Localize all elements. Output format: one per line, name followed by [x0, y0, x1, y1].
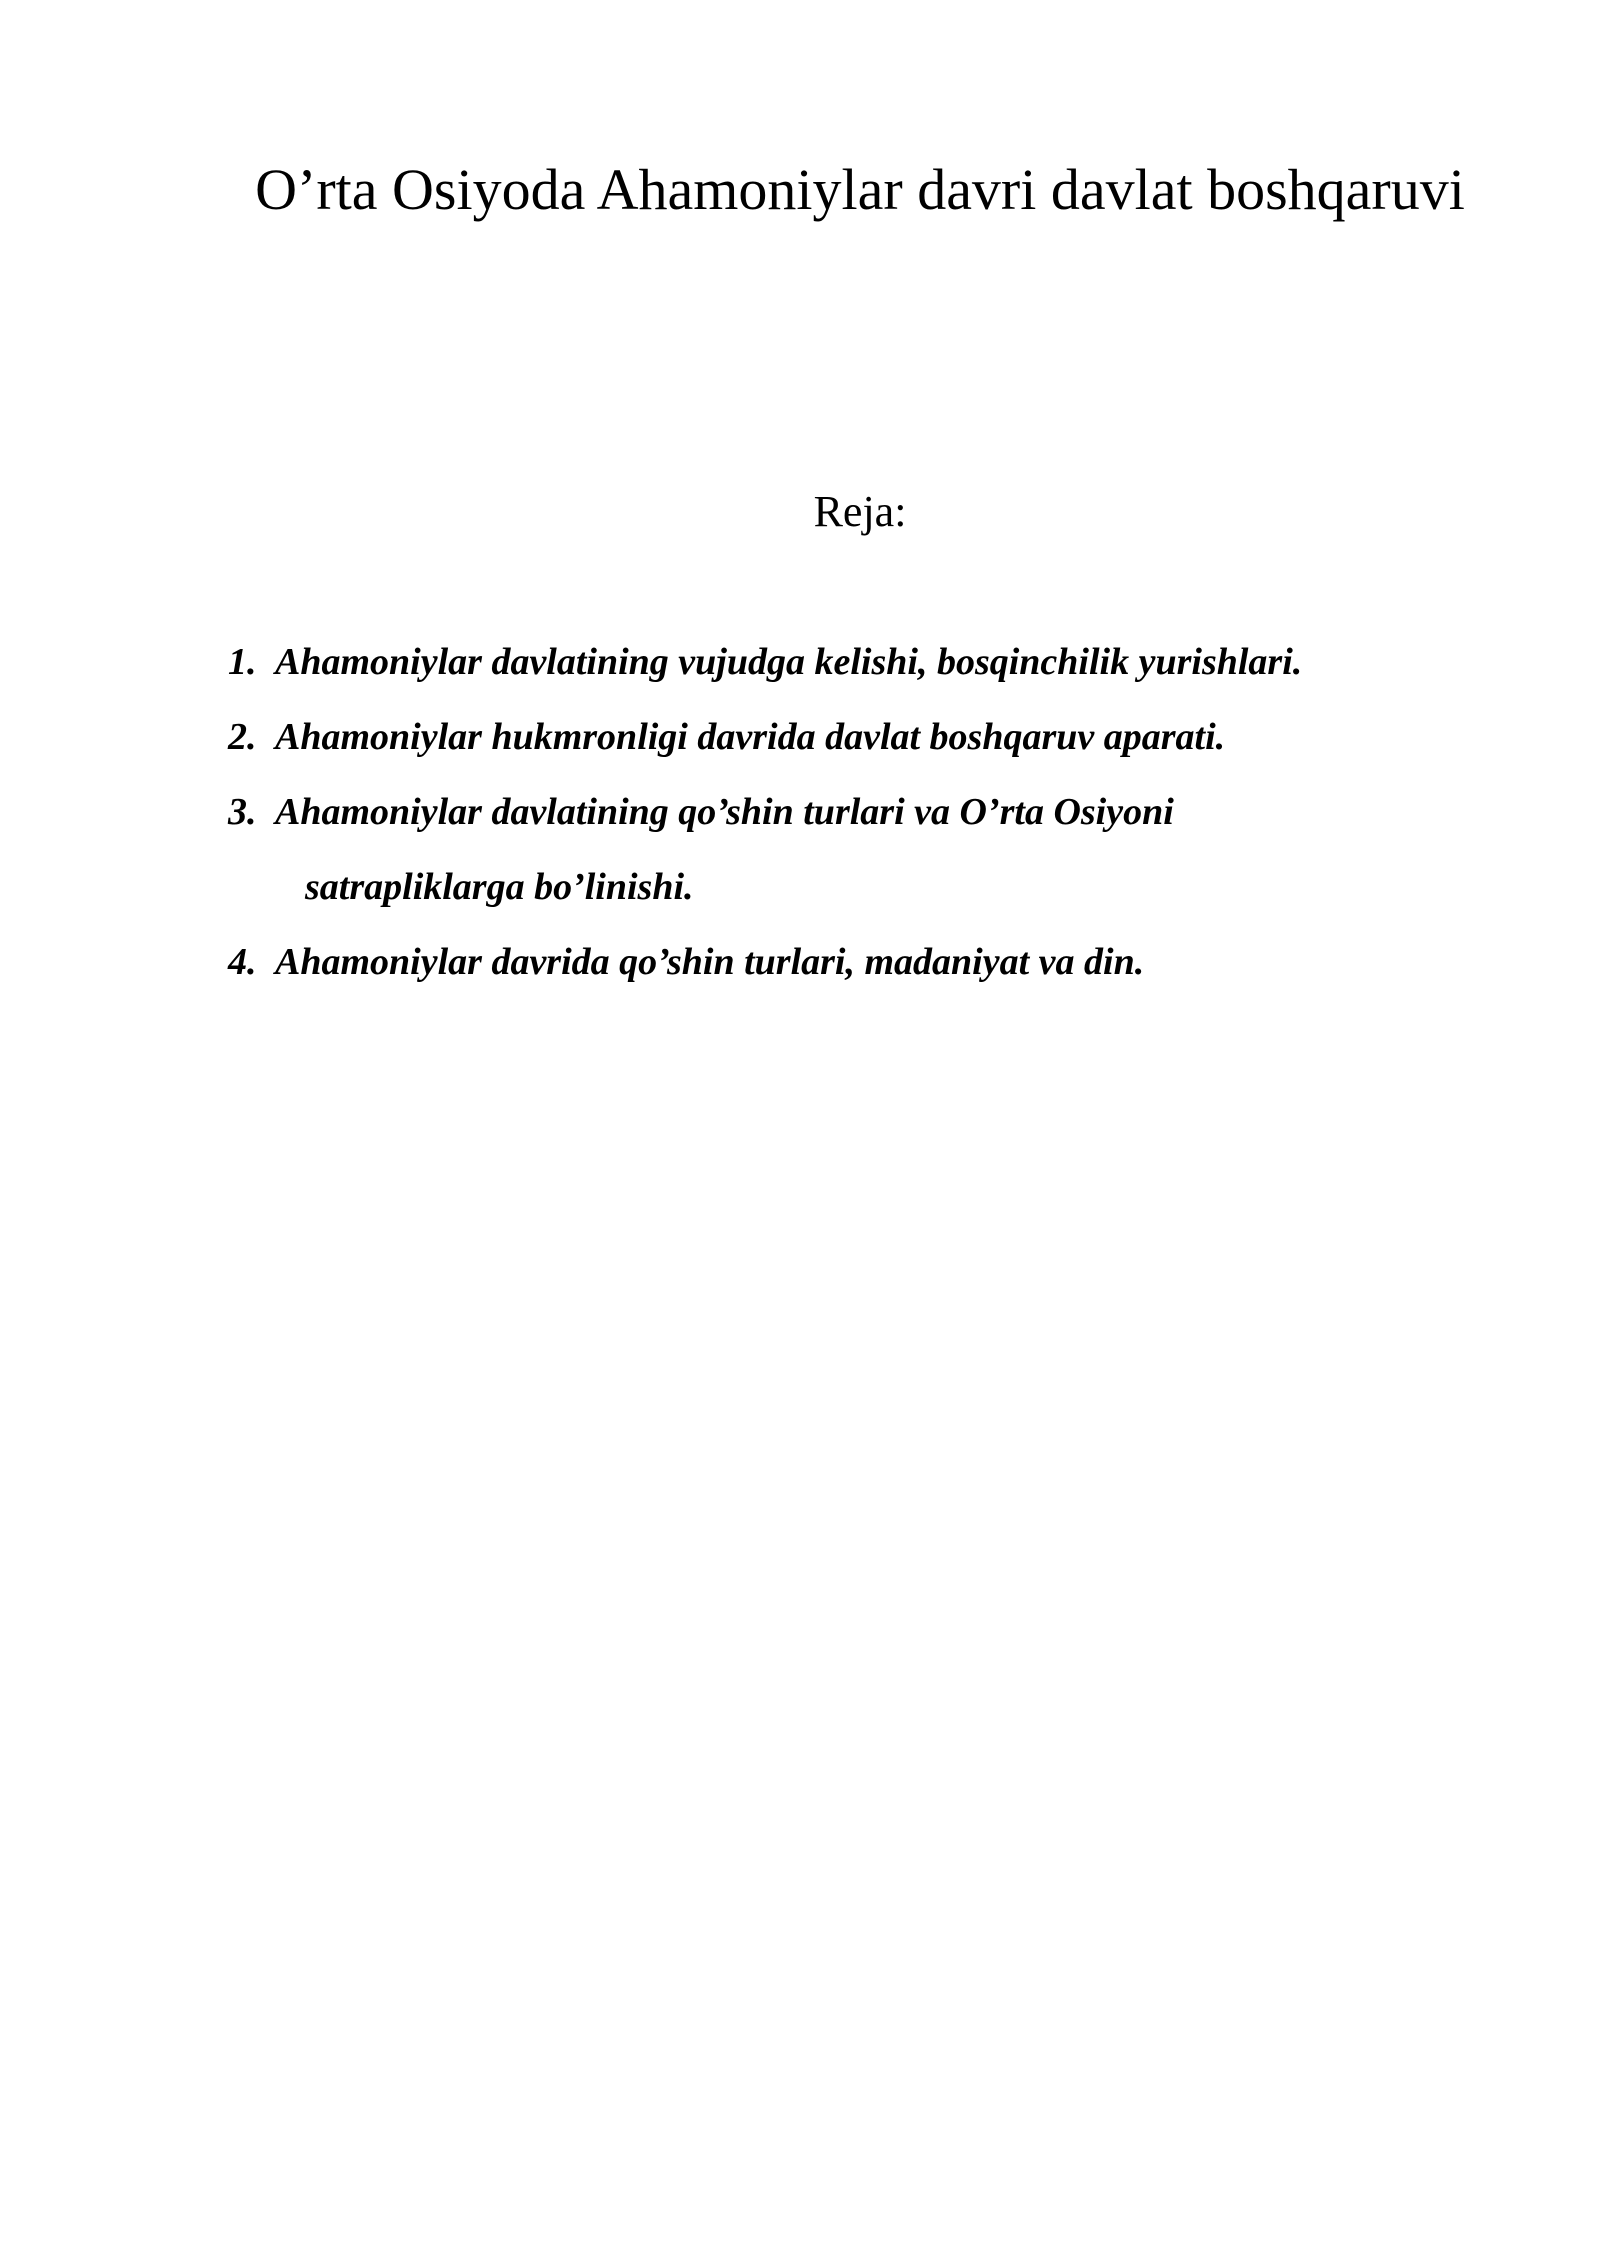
plan-item-number: 2. — [228, 716, 257, 758]
plan-item-text — [275, 775, 1528, 925]
plan-item-line: satrapliklarga bo’linishi. — [305, 866, 694, 908]
plan-item-line: Ahamoniylar hukmronligi davrida davlat boshqaruv aparati. — [275, 716, 1226, 758]
plan-heading: Reja: — [813, 487, 907, 536]
plan-item-number: 4. — [228, 941, 257, 983]
plan-list — [228, 625, 1528, 1000]
plan-item-1 — [228, 625, 1528, 700]
plan-item-line: Ahamoniylar davrida qo’shin turlari, madaniyat va din. — [275, 941, 1145, 983]
plan-item-text — [275, 625, 1528, 700]
plan-item-number: 3. — [228, 791, 257, 833]
plan-item-number: 1. — [228, 641, 257, 683]
plan-item-line: Ahamoniylar davlatining qo’shin turlari va O’rta Osiyoni — [275, 791, 1174, 833]
plan-item-2 — [228, 700, 1528, 775]
plan-item-text — [275, 700, 1528, 775]
plan-item-4 — [228, 925, 1528, 1000]
document-title: O’rta Osiyoda Ahamoniylar davri davlat boshqaruvi — [255, 157, 1465, 222]
plan-item-text — [275, 925, 1528, 1000]
plan-item-3 — [228, 775, 1528, 925]
plan-item-line: Ahamoniylar davlatining vujudga kelishi, bosqinchilik yurishlari. — [275, 641, 1303, 683]
